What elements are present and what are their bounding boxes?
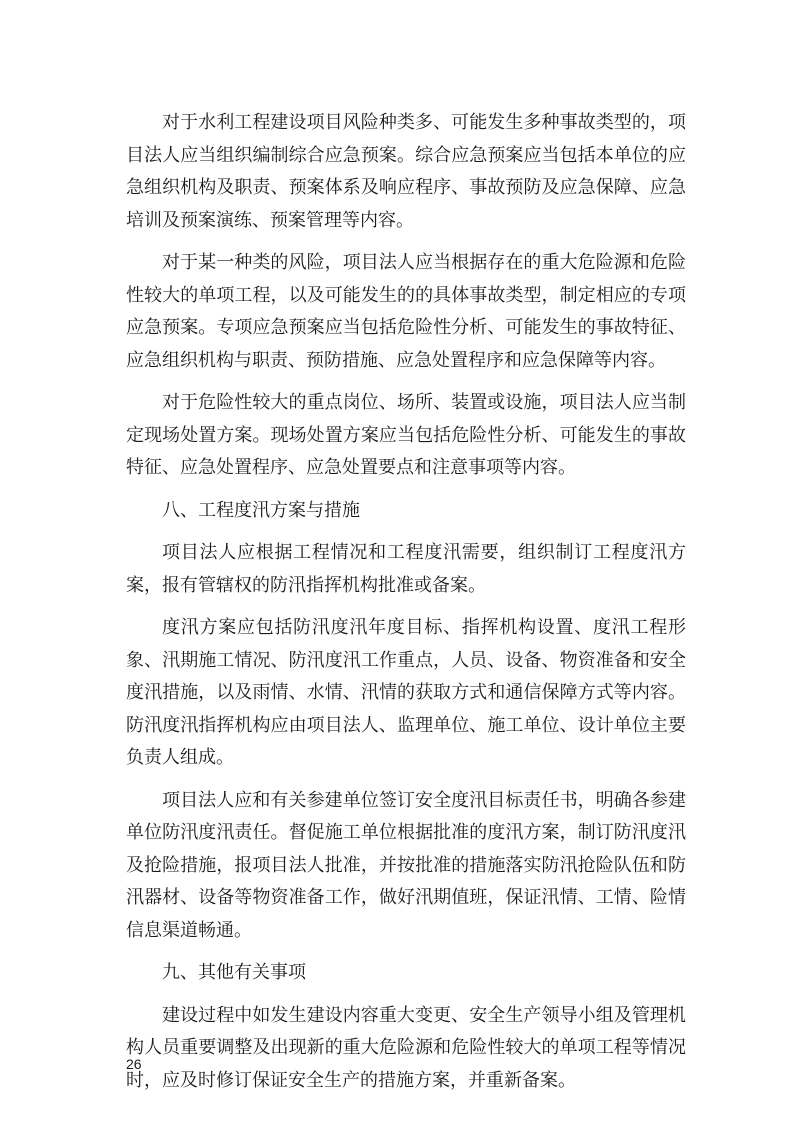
paragraph-comprehensive-plan: 对于水利工程建设项目风险种类多、可能发生多种事故类型的，项目法人应当组织编制综合应急预案。综合应急预案应当包括本单位的应急组织机构及职责、预案体系及响应程序、事故预防及应急保障、应急培训及预案演练、预案管理等内容。	[126, 112, 686, 231]
paragraph-flood-responsibility: 项目法人应和有关参建单位签订安全度汛目标责任书，明确各参建单位防汛度汛责任。督促施工单位根据批准的度汛方案，制订防汛度汛及抢险措施，报项目法人批准，并按批准的措施落实防汛抢险队伍和防汛器材、设备等物资准备工作，做好汛期值班，保证汛情、工情、险情信息渠道畅通。	[126, 789, 686, 941]
paragraph-revision-filing: 建设过程中如发生建设内容重大变更、安全生产领导小组及管理机构人员重要调整及出现新的重大危险源和危险性较大的单项工程等情况时，应及时修订保证安全生产的措施方案，并重新备案。	[126, 1004, 686, 1091]
page-number: 26	[126, 1056, 142, 1072]
paragraph-flood-plan-content: 度汛方案应包括防汛度汛年度目标、指挥机构设置、度汛工程形象、汛期施工情况、防汛度汛工作重点，人员、设备、物资准备和安全度汛措施，以及雨情、水情、汛情的获取方式和通信保障方式等内容。防汛度汛指挥机构应由项目法人、监理单位、施工单位、设计单位主要负责人组成。	[126, 617, 686, 768]
paragraph-special-plan: 对于某一种类的风险，项目法人应当根据存在的重大危险源和危险性较大的单项工程，以及可能发生的的具体事故类型，制定相应的专项应急预案。专项应急预案应当包括危险性分析、可能发生的事故特征、应急组织机构与职责、预防措施、应急处置程序和应急保障等内容。	[126, 252, 686, 371]
section-heading-flood-plan: 八、工程度汛方案与措施	[162, 499, 360, 521]
section-heading-other-matters: 九、其他有关事项	[162, 962, 306, 983]
paragraph-onsite-plan: 对于危险性较大的重点岗位、场所、装置或设施，项目法人应当制定现场处置方案。现场处置方案应当包括危险性分析、可能发生的事故特征、应急处置程序、应急处置要点和注意事项等内容。	[126, 392, 686, 478]
document-body	[126, 107, 686, 1107]
paragraph-flood-plan-approval: 项目法人应根据工程情况和工程度汛需要，组织制订工程度汛方案，报有管辖权的防汛指挥机构批准或备案。	[126, 542, 686, 596]
